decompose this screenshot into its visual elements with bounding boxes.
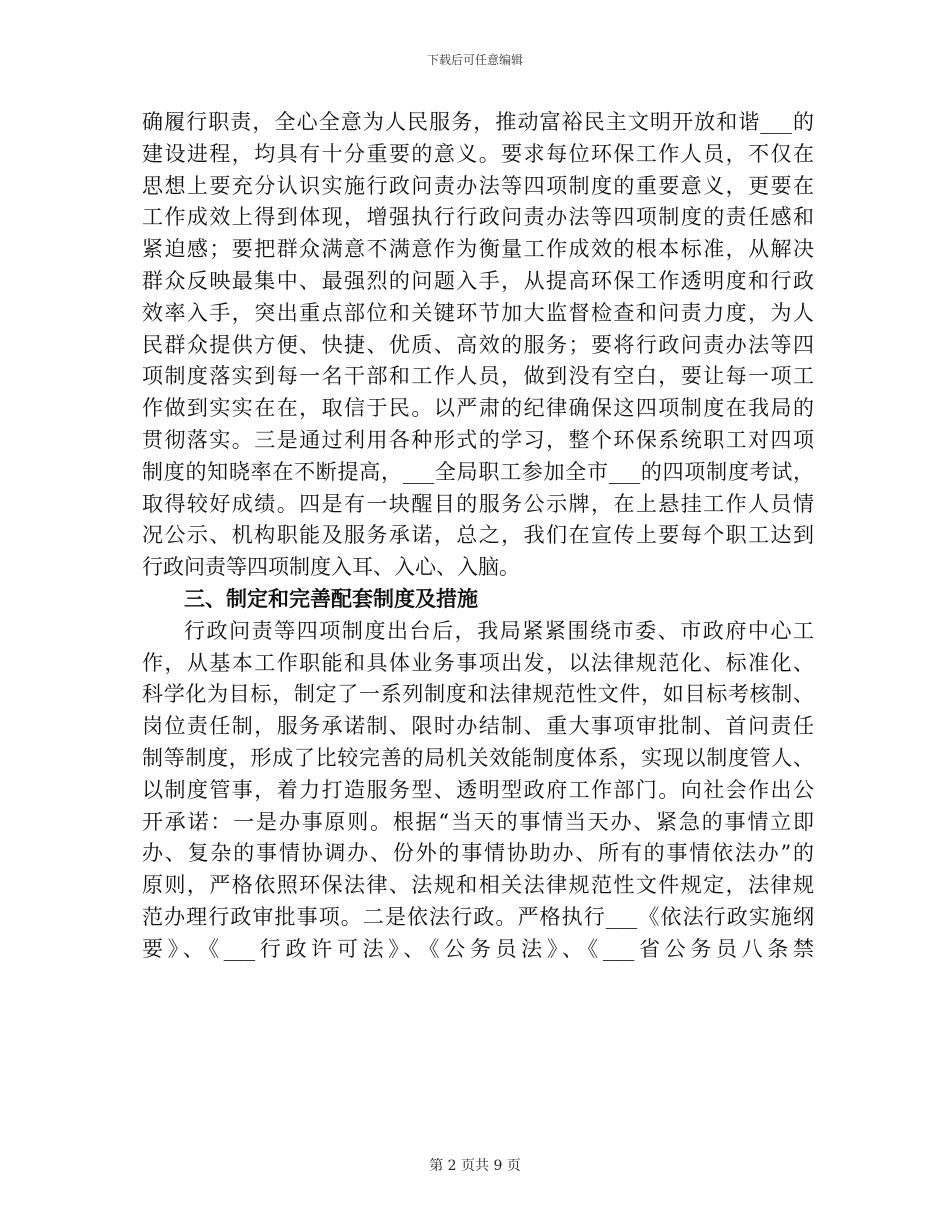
body-line: 岗位责任制，服务承诺制、限时办结制、重大事项审批制、首问责任	[142, 714, 814, 739]
body-line: 原则，严格依照环保法律、法规和相关法律规范性文件规定，法律规	[142, 873, 814, 898]
body-line: 效率入手，突出重点部位和关键环节加大监督检查和问责力度，为人	[142, 300, 814, 325]
body-line: 工作成效上得到体现，增强执行行政问责办法等四项制度的责任感和	[142, 205, 814, 230]
body-line: 要》、《___行政许可法》、《公务员法》、《___省公务员八条禁	[142, 936, 814, 961]
body-line: 项制度落实到每一名干部和工作人员，做到没有空白，要让每一项工	[142, 364, 814, 389]
body-line: 民群众提供方便、快捷、优质、高效的服务；要将行政问责办法等四	[142, 332, 814, 357]
body-line: 况公示、机构职能及服务承诺，总之，我们在宣传上要每个职工达到	[142, 523, 814, 548]
body-line: 范办理行政审批事项。二是依法行政。严格执行___《依法行政实施纲	[142, 904, 814, 929]
body-line: 制等制度，形成了比较完善的局机关效能制度体系，实现以制度管人、	[142, 745, 814, 770]
body-line: 确履行职责，全心全意为人民服务，推动富裕民主文明开放和谐___的	[142, 110, 814, 134]
document-body	[142, 107, 814, 966]
body-line: 制度的知晓率在不断提高，___全局职工参加全市___的四项制度考试，	[142, 459, 814, 484]
body-line: 思想上要充分认识实施行政问责办法等四项制度的重要意义，更要在	[142, 173, 814, 198]
section-heading: 三、制定和完善配套制度及措施	[184, 586, 478, 611]
body-line: 取得较好成绩。四是有一块醒目的服务公示牌，在上悬挂工作人员情	[142, 491, 814, 516]
body-line: 办、复杂的事情协调办、份外的事情协助办、所有的事情依法办”的	[142, 841, 814, 866]
body-line: 科学化为目标，制定了一系列制度和法律规范性文件，如目标考核制、	[142, 682, 814, 707]
body-line: 建设进程，均具有十分重要的意义。要求每位环保工作人员，不仅在	[142, 141, 814, 166]
body-line: 群众反映最集中、最强烈的问题入手，从提高环保工作透明度和行政	[142, 268, 814, 293]
body-line: 作做到实实在在，取信于民。以严肃的纪律确保这四项制度在我局的	[142, 396, 814, 421]
body-line: 紧迫感；要把群众满意不满意作为衡量工作成效的根本标准，从解决	[142, 237, 814, 262]
page-header: 下载后可任意编辑	[426, 53, 523, 67]
body-line: 行政问责等四项制度入耳、入心、入脑。	[142, 555, 520, 580]
body-line: 行政问责等四项制度出台后，我局紧紧围绕市委、市政府中心工	[184, 618, 814, 643]
body-line: 以制度管事，着力打造服务型、透明型政府工作部门。向社会作出公	[142, 777, 814, 802]
body-line: 作，从基本工作职能和具体业务事项出发，以法律规范化、标准化、	[142, 650, 814, 675]
body-line: 开承诺：一是办事原则。根据“当天的事情当天办、紧急的事情立即	[142, 809, 814, 834]
body-line: 贯彻落实。三是通过利用各种形式的学习，整个环保系统职工对四项	[142, 427, 814, 452]
page-footer: 第 2 页共 9 页	[429, 1158, 521, 1174]
